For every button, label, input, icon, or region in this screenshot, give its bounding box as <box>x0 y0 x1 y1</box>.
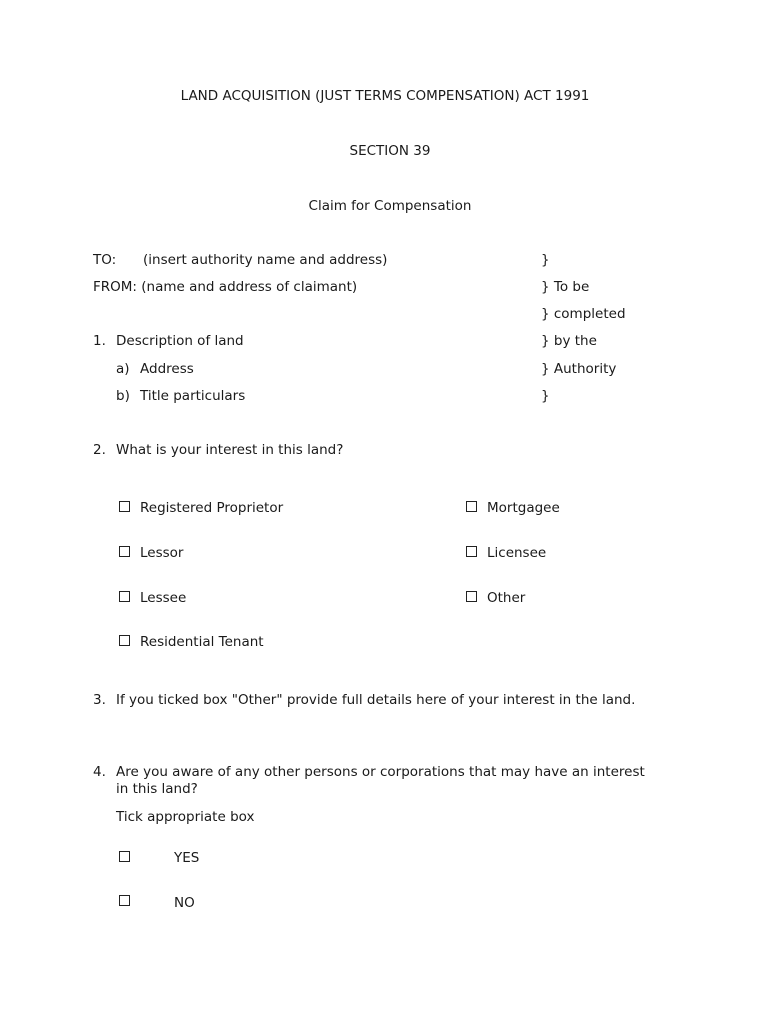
no-label: NO <box>174 895 195 911</box>
form-title: Claim for Compensation <box>308 198 472 214</box>
other-label: Other <box>487 590 526 606</box>
registered-proprietor-label: Registered Proprietor <box>140 500 284 516</box>
authority-note-line: } Authority <box>541 361 617 377</box>
yes-label: YES <box>174 850 200 866</box>
q4-number: 4. <box>93 764 106 780</box>
section-heading: SECTION 39 <box>349 143 431 159</box>
no-checkbox[interactable] <box>119 895 130 906</box>
to-label: TO: <box>93 252 117 268</box>
residential-tenant-label: Residential Tenant <box>140 634 264 650</box>
q4-text: Are you aware of any other persons or corporations that may have an interest in this land? <box>116 764 645 797</box>
q1-number: 1. <box>93 333 106 349</box>
q1-text: Description of land <box>116 333 244 349</box>
authority-note-line: } <box>541 252 550 268</box>
q2-number: 2. <box>93 442 106 458</box>
other-checkbox[interactable] <box>466 591 477 602</box>
lessor-checkbox[interactable] <box>119 546 130 557</box>
from-label: FROM: (name and address of claimant) <box>93 279 358 295</box>
to-hint: (insert authority name and address) <box>143 252 388 268</box>
q1-a-marker: a) <box>116 361 130 377</box>
q1-b-marker: b) <box>116 388 130 404</box>
mortgagee-label: Mortgagee <box>487 500 560 516</box>
licensee-checkbox[interactable] <box>466 546 477 557</box>
q3-number: 3. <box>93 692 106 708</box>
mortgagee-checkbox[interactable] <box>466 501 477 512</box>
residential-tenant-checkbox[interactable] <box>119 635 130 646</box>
act-title: LAND ACQUISITION (JUST TERMS COMPENSATION) ACT 1991 <box>180 88 590 104</box>
yes-checkbox[interactable] <box>119 851 130 862</box>
authority-note-line: } To be <box>541 279 590 295</box>
q2-text: What is your interest in this land? <box>116 442 344 458</box>
q1-b-text: Title particulars <box>140 388 246 404</box>
authority-note-line: } by the <box>541 333 597 349</box>
licensee-label: Licensee <box>487 545 547 561</box>
lessor-label: Lessor <box>140 545 184 561</box>
lessee-checkbox[interactable] <box>119 591 130 602</box>
q3-text: If you ticked box "Other" provide full details here of your interest in the land. <box>116 692 636 708</box>
authority-note-line: } <box>541 388 550 404</box>
q1-a-text: Address <box>140 361 194 377</box>
q4-instruction: Tick appropriate box <box>116 809 255 825</box>
authority-note-line: } completed <box>541 306 626 322</box>
registered-proprietor-checkbox[interactable] <box>119 501 130 512</box>
lessee-label: Lessee <box>140 590 187 606</box>
